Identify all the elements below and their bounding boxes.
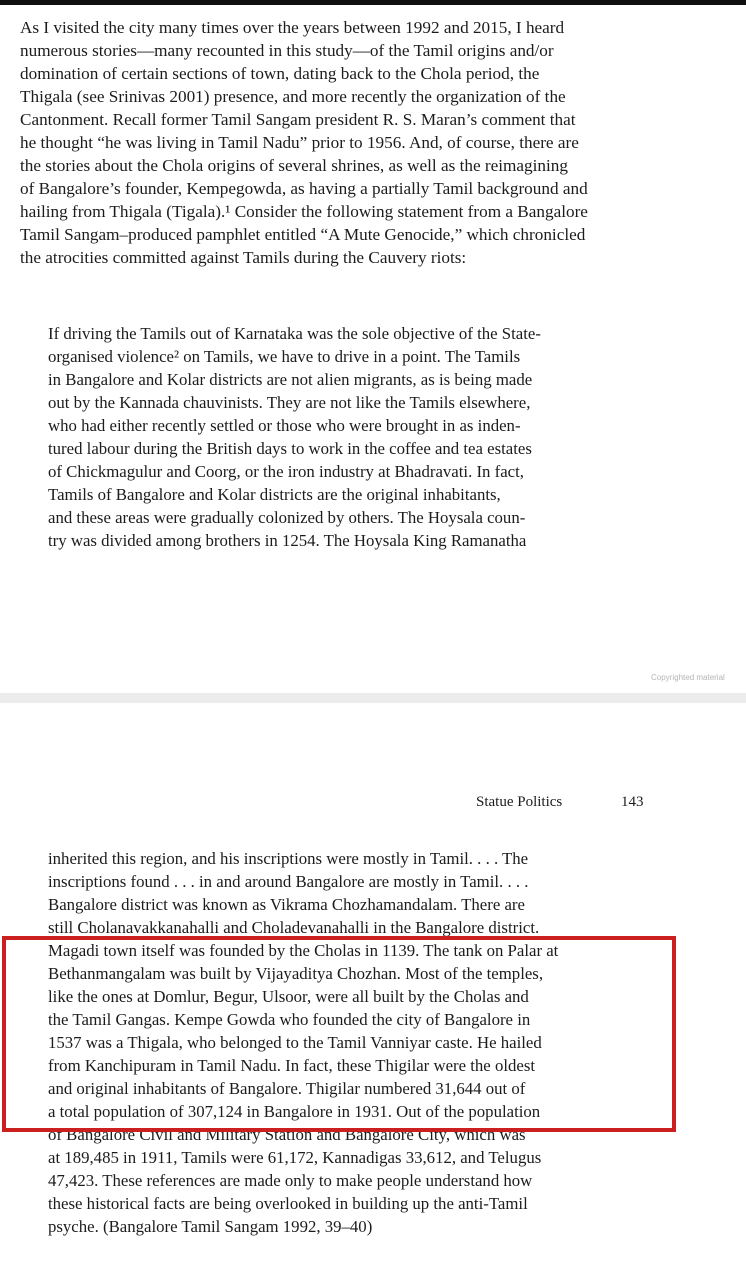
quote-line: in Bangalore and Kolar districts are not alien migrants, as is being made bbox=[48, 370, 533, 389]
cropped-header-strip bbox=[0, 0, 746, 5]
quote-line: at 189,485 in 1911, Tamils were 61,172, Kannadigas 33,612, and Telugus bbox=[48, 1148, 542, 1167]
quote-line: and these areas were gradually colonized by others. The Hoysala coun- bbox=[48, 508, 526, 527]
quote-line: out by the Kannada chauvinists. They are not like the Tamils elsewhere, bbox=[48, 393, 531, 412]
quote-line: of Chickmagulur and Coorg, or the iron industry at Bhadravati. In fact, bbox=[48, 462, 524, 481]
quote-line: organised violence² on Tamils, we have to drive in a point. The Tamils bbox=[48, 347, 521, 366]
quote-line: psyche. (Bangalore Tamil Sangam 1992, 39–40) bbox=[48, 1217, 373, 1236]
quote-line: If driving the Tamils out of Karnataka was the sole objective of the State- bbox=[48, 324, 541, 343]
text-line: he thought “he was living in Tamil Nadu” prior to 1956. And, of course, there are bbox=[20, 133, 579, 152]
page-number: 143 bbox=[621, 794, 644, 810]
quote-line: who had either recently settled or those who were brought in as inden- bbox=[48, 416, 521, 435]
text-line: domination of certain sections of town, dating back to the Chola period, the bbox=[20, 64, 540, 83]
quote-line: Bangalore district was known as Vikrama Chozhamandalam. There are bbox=[48, 895, 525, 914]
quote-line: 47,423. These references are made only to make people understand how bbox=[48, 1171, 533, 1190]
quote-line: Tamils of Bangalore and Kolar districts are the original inhabitants, bbox=[48, 485, 501, 504]
text-line: the atrocities committed against Tamils during the Cauvery riots: bbox=[20, 248, 467, 267]
quote-line: inscriptions found . . . in and around Bangalore are mostly in Tamil. . . . bbox=[48, 872, 529, 891]
quote-line: a total population of 307,124 in Bangalore in 1931. Out of the population bbox=[48, 1102, 541, 1121]
text-line: of Bangalore’s founder, Kempegowda, as having a partially Tamil background and bbox=[20, 179, 588, 198]
quote-line: the Tamil Gangas. Kempe Gowda who founded the city of Bangalore in bbox=[48, 1010, 531, 1029]
running-head: Statue Politics bbox=[476, 794, 563, 810]
page-gap bbox=[0, 693, 746, 703]
quote-line: still Cholanavakkanahalli and Choladevanahalli in the Bangalore district. bbox=[48, 918, 540, 937]
quote-line: try was divided among brothers in 1254. The Hoysala King Ramanatha bbox=[48, 531, 527, 550]
quote-line: 1537 was a Thigala, who belonged to the Tamil Vanniyar caste. He hailed bbox=[48, 1033, 542, 1052]
quote-line: inherited this region, and his inscriptions were mostly in Tamil. . . . The bbox=[48, 849, 529, 868]
quote-line: of Bangalore Civil and Military Station and Bangalore City, which was bbox=[48, 1125, 526, 1144]
text-line: As I visited the city many times over the years between 1992 and 2015, I heard bbox=[20, 18, 565, 37]
red-highlight-box bbox=[2, 936, 676, 1132]
text-line: hailing from Thigala (Tigala).¹ Consider the following statement from a Bangalore bbox=[20, 202, 588, 221]
text-line: Tamil Sangam–produced pamphlet entitled “A Mute Genocide,” which chronicled bbox=[20, 225, 586, 244]
quote-line: these historical facts are being overlooked in building up the anti-Tamil bbox=[48, 1194, 528, 1213]
text-line: numerous stories—many recounted in this study—of the Tamil origins and/or bbox=[20, 41, 554, 60]
copyright-watermark: Copyrighted material bbox=[651, 673, 725, 682]
quote-line: like the ones at Domlur, Begur, Ulsoor, were all built by the Cholas and bbox=[48, 987, 529, 1006]
text-line: the stories about the Chola origins of several shrines, as well as the reimagining bbox=[20, 156, 568, 175]
quote-line: from Kanchipuram in Tamil Nadu. In fact, these Thigilar were the oldest bbox=[48, 1056, 536, 1075]
quote-line: Magadi town itself was founded by the Cholas in 1139. The tank on Palar at bbox=[48, 941, 559, 960]
text-line: Cantonment. Recall former Tamil Sangam president R. S. Maran’s comment that bbox=[20, 110, 576, 129]
quote-line: Bethanmangalam was built by Vijayaditya Chozhan. Most of the temples, bbox=[48, 964, 544, 983]
text-line: Thigala (see Srinivas 2001) presence, and more recently the organization of the bbox=[20, 87, 566, 106]
quote-line: and original inhabitants of Bangalore. Thigilar numbered 31,644 out of bbox=[48, 1079, 526, 1098]
quote-line: tured labour during the British days to work in the coffee and tea estates bbox=[48, 439, 532, 458]
